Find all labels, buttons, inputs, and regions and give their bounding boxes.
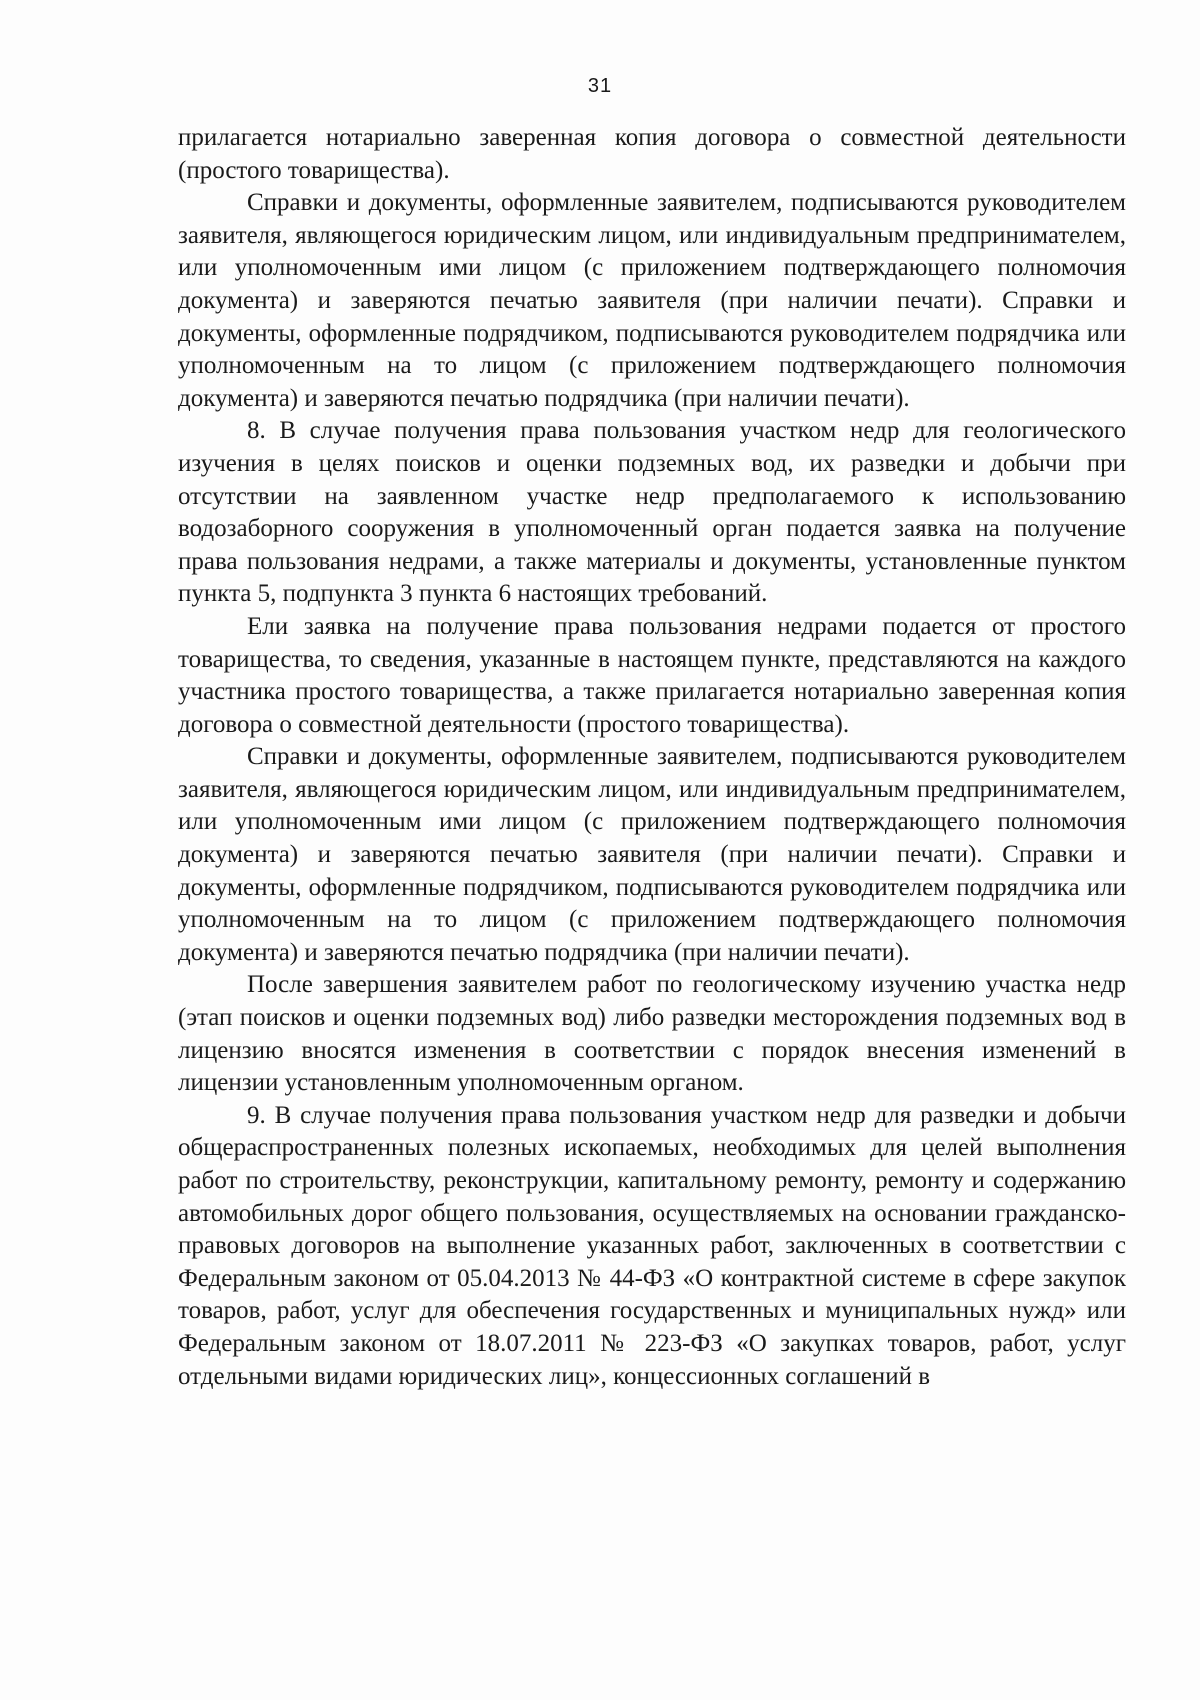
paragraph-license-changes: После завершения заявителем работ по геологическому изучению участка недр (этап поисков и оценки подземных вод) либо разведки месторождения подземных вод в лицензию вносятся изменения в соответствии с порядок внесения изменений в лицензии установленным уполномоченным органом. (178, 971, 1126, 1097)
paragraph-item-9: 9. В случае получения права пользования участком недр для разведки и добычи общераспространенных полезных ископаемых, необходимых для целей выполнения работ по строительству, реконструкции, капитальному ремонту, ремонту и содержанию автомобильных дорог общего пользования, осуществляемых на основании гражданско-правовых договоров на выполнение указанных работ, заключенных в соответствии с Федеральным законом от 05.04.2013 № 44-ФЗ «О контрактной системе в сфере закупок товаров, работ, услуг для обеспечения государственных и муниципальных нужд» или Федеральным законом от 18.07.2011 № 223-ФЗ «О закупках товаров, работ, услуг отдельными видами юридических лиц», концессионных соглашений в (178, 1101, 1126, 1390)
paragraph-signatures-applicant: Справки и документы, оформленные заявителем, подписываются руководителем заявителя, являющегося юридическим лицом, или индивидуальным предпринимателем, или уполномоченным ими лицом (с приложением подтверждающего полномочия документа) и заверяются печатью заявителя (при наличии печати). Справки и документы, оформленные подрядчиком, подписываются руководителем подрядчика или уполномоченным на то лицом (с приложением подтверждающего полномочия документа) и заверяются печатью подрядчика (при наличии печати). (178, 189, 1126, 412)
paragraph-simple-partnership: Ели заявка на получение права пользования недрами подается от простого товарищества, то сведения, указанные в настоящем пункте, представляются на каждого участника простого товарищества, а также прилагается нотариально заверенная копия договора о совместной деятельности (простого товарищества). (178, 612, 1126, 738)
document-body (178, 122, 1126, 1393)
paragraph-item-8: 8. В случае получения права пользования участком недр для геологического изучения в целях поисков и оценки подземных вод, их разведки и добычи при отсутствии на заявленном участке недр предполагаемого к использованию водозаборного сооружения в уполномоченный орган подается заявка на получение права пользования недрами, а также материалы и документы, установленные пунктом пункта 5, подпункта 3 пункта 6 настоящих требований. (178, 417, 1126, 608)
paragraph-continuation: прилагается нотариально заверенная копия договора о совместной деятельности (простого товарищества). (178, 124, 1126, 184)
paragraph-signatures-applicant-2: Справки и документы, оформленные заявителем, подписываются руководителем заявителя, являющегося юридическим лицом, или индивидуальным предпринимателем, или уполномоченным ими лицом (с приложением подтверждающего полномочия документа) и заверяются печатью заявителя (при наличии печати). Справки и документы, оформленные подрядчиком, подписываются руководителем подрядчика или уполномоченным на то лицом (с приложением подтверждающего полномочия документа) и заверяются печатью подрядчика (при наличии печати). (178, 743, 1126, 966)
page-number: 31 (587, 75, 613, 97)
